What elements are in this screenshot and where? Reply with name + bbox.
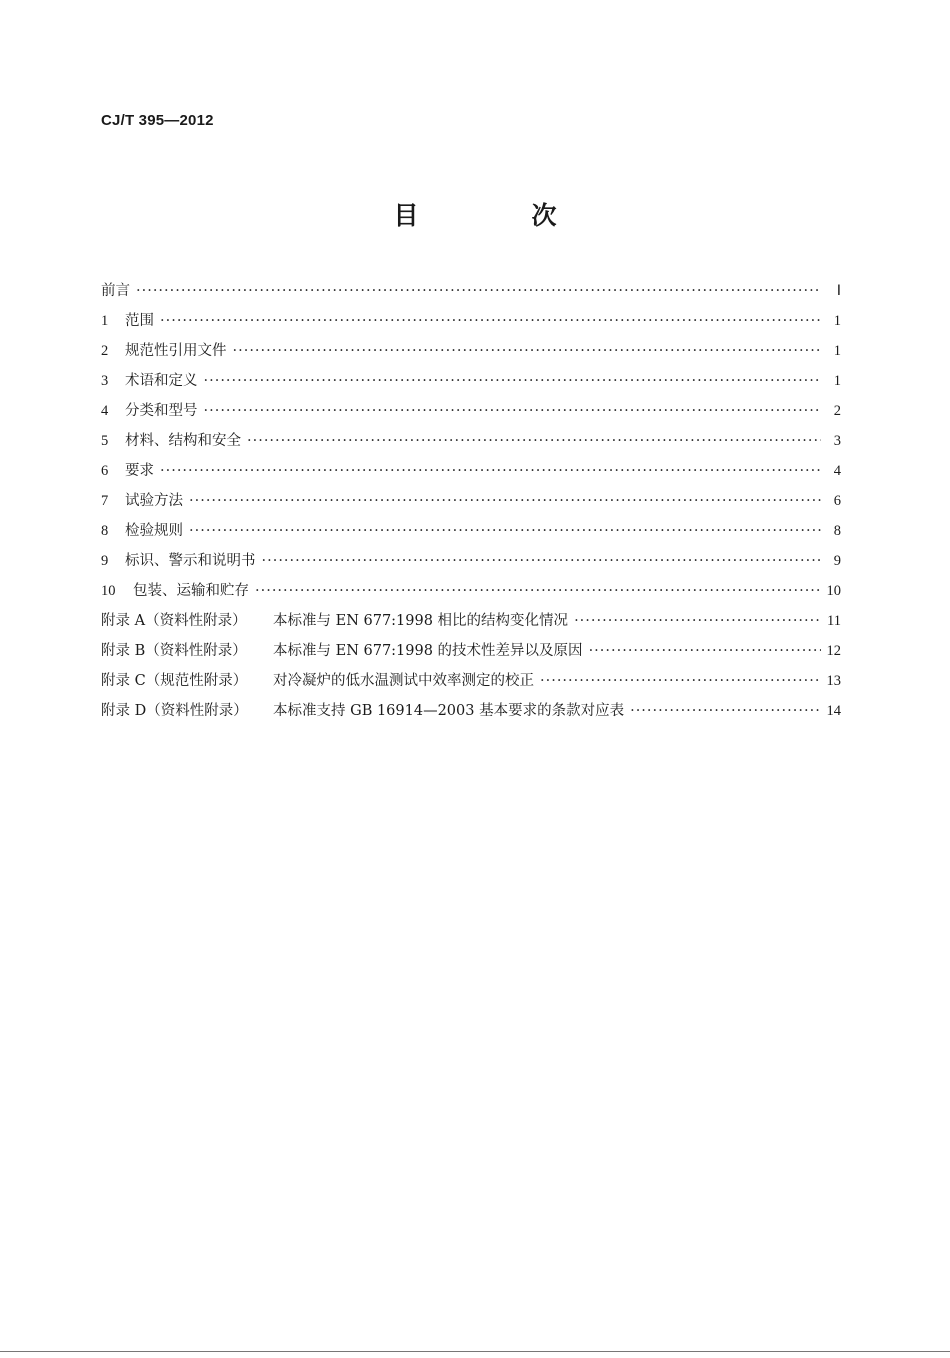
toc-page-number: 1: [833, 373, 841, 389]
toc-entry-title: 规范性引用文件: [125, 343, 227, 359]
toc-entry-title: 范围: [125, 313, 154, 329]
toc-page-number: 1: [833, 313, 841, 329]
standard-code: CJ/T 395—2012: [101, 112, 214, 129]
toc-page-number: 2: [833, 403, 841, 419]
toc-entry-title: 检验规则: [125, 523, 183, 539]
toc-entry-number: 2: [101, 343, 109, 359]
toc-entry-number: 3: [101, 373, 109, 389]
toc-entry-5[interactable]: [101, 426, 841, 456]
toc-page-number: 8: [833, 523, 841, 539]
toc-entry-title: 要求: [125, 463, 154, 479]
toc-leader-dots: [189, 516, 821, 546]
toc-entry-foreword[interactable]: [101, 276, 841, 306]
toc-page-number: Ⅰ: [836, 283, 841, 299]
toc-entry-title: 本标准支持 GB 16914—2003 基本要求的条款对应表: [273, 703, 625, 719]
toc-leader-dots: [160, 456, 821, 486]
toc-page-number: 12: [826, 643, 841, 659]
table-of-contents: [101, 276, 841, 726]
toc-entry-number: 8: [101, 523, 109, 539]
toc-leader-dots: [574, 606, 821, 636]
page-title: 目 次: [393, 201, 601, 230]
toc-entry-number: 1: [101, 313, 109, 329]
toc-entry-8[interactable]: [101, 516, 841, 546]
toc-entry-title: 分类和型号: [125, 403, 198, 419]
toc-appendix-label: 附录 A（资料性附录）: [101, 613, 247, 629]
toc-leader-dots: [189, 486, 821, 516]
toc-leader-dots: [540, 666, 821, 696]
toc-entry-title: 前言: [101, 283, 130, 299]
toc-page-number: 6: [833, 493, 841, 509]
toc-entry-title: 材料、结构和安全: [125, 433, 241, 449]
toc-entry-number: 10: [101, 583, 116, 599]
toc-entry-number: 5: [101, 433, 109, 449]
toc-appendix-d[interactable]: [101, 696, 841, 726]
toc-leader-dots: [262, 546, 822, 576]
toc-appendix-c[interactable]: [101, 666, 841, 696]
toc-entry-title: 标识、警示和说明书: [125, 553, 256, 569]
toc-appendix-label: 附录 B（资料性附录）: [101, 643, 247, 659]
toc-page-number: 1: [833, 343, 841, 359]
toc-appendix-b[interactable]: [101, 636, 841, 666]
toc-entry-title: 本标准与 EN 677:1998 相比的结构变化情况: [273, 613, 569, 629]
toc-leader-dots: [630, 696, 820, 726]
toc-entry-number: 4: [101, 403, 109, 419]
toc-entry-6[interactable]: [101, 456, 841, 486]
toc-entry-1[interactable]: [101, 306, 841, 336]
page-bottom-edge: [0, 1351, 950, 1352]
toc-entry-title: 试验方法: [125, 493, 183, 509]
toc-page-number: 13: [826, 673, 841, 689]
toc-entry-number: 9: [101, 553, 109, 569]
toc-entry-title: 本标准与 EN 677:1998 的技术性差异以及原因: [273, 643, 583, 659]
toc-page-number: 10: [826, 583, 841, 599]
toc-entry-number: 7: [101, 493, 109, 509]
toc-appendix-label: 附录 C（规范性附录）: [101, 673, 248, 689]
toc-appendix-label: 附录 D（资料性附录）: [101, 703, 248, 719]
toc-entry-4[interactable]: [101, 396, 841, 426]
toc-entry-7[interactable]: [101, 486, 841, 516]
toc-page-number: 11: [827, 613, 841, 629]
toc-appendix-a[interactable]: [101, 606, 841, 636]
toc-leader-dots: [204, 366, 822, 396]
toc-page-number: 9: [833, 553, 841, 569]
toc-page-number: 4: [833, 463, 841, 479]
toc-leader-dots: [247, 426, 821, 456]
toc-leader-dots: [160, 306, 821, 336]
toc-entry-title: 术语和定义: [125, 373, 198, 389]
toc-leader-dots: [136, 276, 821, 306]
toc-page-number: 3: [833, 433, 841, 449]
toc-leader-dots: [255, 576, 821, 606]
toc-leader-dots: [589, 636, 821, 666]
toc-entry-9[interactable]: [101, 546, 841, 576]
toc-entry-2[interactable]: [101, 336, 841, 366]
toc-entry-title: 对冷凝炉的低水温测试中效率测定的校正: [273, 673, 534, 689]
toc-leader-dots: [204, 396, 822, 426]
toc-leader-dots: [233, 336, 822, 366]
toc-entry-10[interactable]: [101, 576, 841, 606]
toc-entry-title: 包装、运输和贮存: [133, 583, 249, 599]
toc-entry-number: 6: [101, 463, 109, 479]
toc-entry-3[interactable]: [101, 366, 841, 396]
toc-page-number: 14: [826, 703, 841, 719]
